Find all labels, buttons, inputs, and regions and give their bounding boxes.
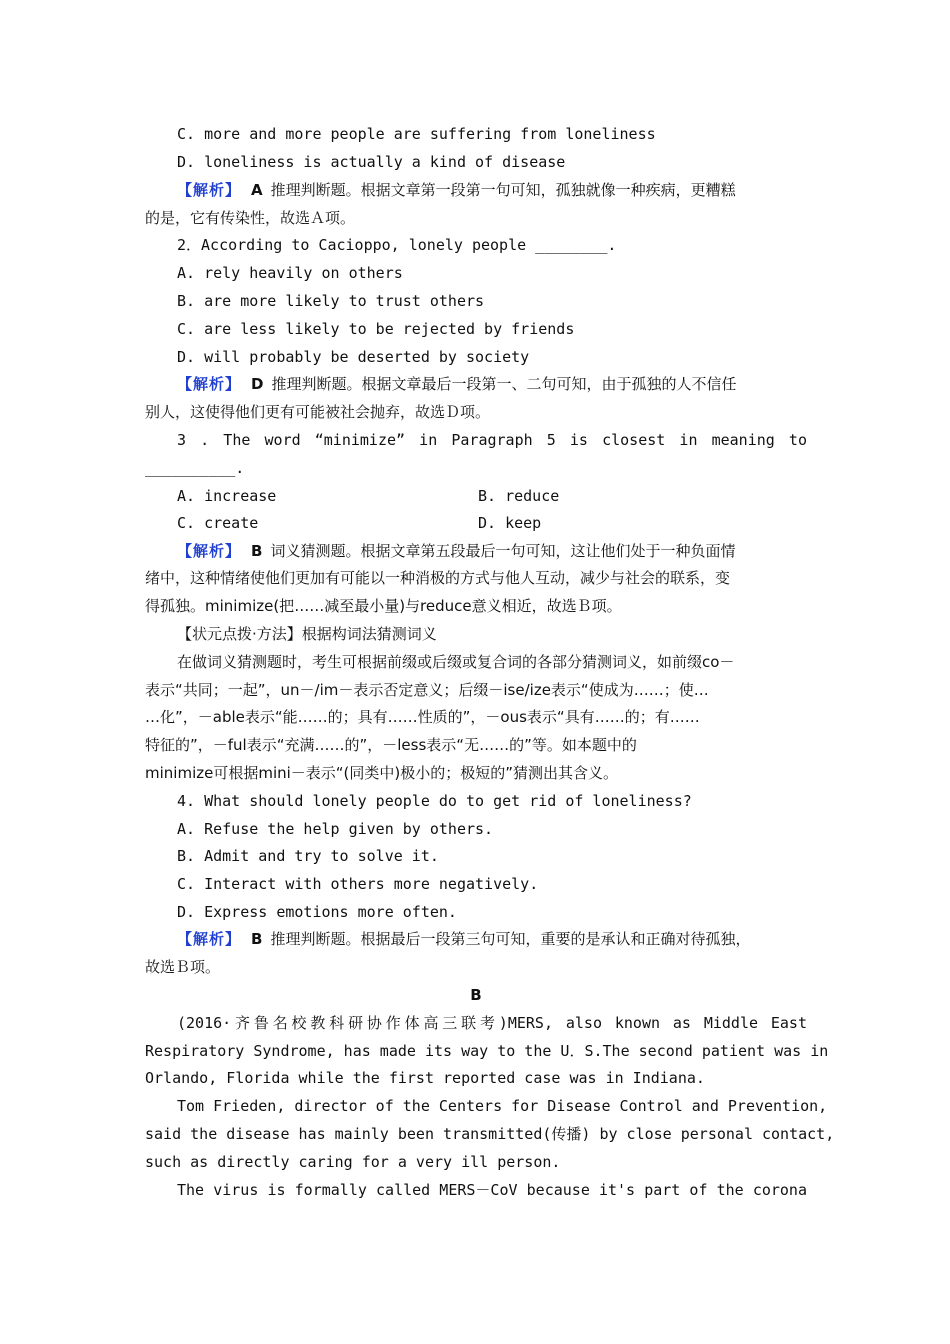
passage-text: (2016·齐鲁名校教科研协作体高三联考)MERS, also known as Middle East	[177, 1014, 807, 1032]
q4-option-d: D. Express emotions more often.	[177, 903, 457, 921]
q3-option-b: B. reduce	[478, 487, 560, 505]
q3-option-d: D. keep	[478, 514, 542, 532]
q4-analysis	[177, 929, 807, 949]
answer-letter: B	[251, 542, 263, 560]
analysis-text: 词义猜测题。根据文章第五段最后一句可知，这让他们处于一种负面情	[270, 542, 736, 560]
answer-letter: B	[251, 930, 263, 948]
passage-text: Orlando, Florida while the first reported case was in Indiana.	[145, 1069, 705, 1087]
analysis-label: 【解析】	[177, 375, 242, 393]
q3-option-a: A. increase	[177, 487, 277, 505]
analysis-label: 【解析】	[177, 542, 242, 560]
q2-option-c: C. are less likely to be rejected by friends	[177, 320, 575, 338]
section-heading: B	[470, 986, 482, 1004]
q2-stem: 2．According to Cacioppo, lonely people ________.	[177, 236, 617, 254]
q3-option-c: C. create	[177, 514, 259, 532]
q2-analysis-cont: 别人，这使得他们更有可能被社会抛弃，故选Ｄ项。	[145, 403, 491, 421]
q4-analysis-cont: 故选Ｂ项。	[145, 958, 221, 976]
q4-option-b: B. Admit and try to solve it.	[177, 847, 439, 865]
q1-option-d: D. loneliness is actually a kind of disease	[177, 153, 566, 171]
analysis-label: 【解析】	[177, 181, 242, 199]
q3-stem: 3 . The word “minimize” in Paragraph 5 is closest in meaning to	[177, 431, 807, 449]
q4-stem: 4. What should lonely people do to get rid of loneliness?	[177, 792, 692, 810]
analysis-text: 推理判断题。根据文章最后一段第一、二句可知，由于孤独的人不信任	[271, 375, 737, 393]
tip-text: minimize可根据mini－表示“(同类中)极小的；极短的”猜测出其含义。	[145, 764, 619, 782]
answer-letter: D	[251, 375, 264, 393]
q2-analysis	[177, 374, 807, 394]
q1-analysis-cont: 的是，它有传染性，故选Ａ项。	[145, 209, 356, 227]
tip-text: 特征的”，－ful表示“充满……的”，－less表示“无……的”等。如本题中的	[145, 736, 637, 754]
q2-option-d: D. will probably be deserted by society	[177, 348, 530, 366]
q3-analysis-cont2: 得孤独。minimize(把……减至最小量)与reduce意义相近，故选Ｂ项。	[145, 597, 622, 615]
q2-option-b: B. are more likely to trust others	[177, 292, 485, 310]
q3-stem-blank: __________.	[145, 459, 245, 477]
q1-analysis	[177, 180, 807, 200]
passage-text: such as directly caring for a very ill person.	[145, 1153, 561, 1171]
passage-text: Respiratory Syndrome, has made its way to the U．S.The second patient was in	[145, 1042, 829, 1060]
q4-option-a: A. Refuse the help given by others.	[177, 820, 494, 838]
passage-text: Tom Frieden, director of the Centers for Disease Control and Prevention,	[177, 1097, 828, 1115]
q3-analysis	[177, 541, 807, 561]
tip-text: 在做词义猜测题时，考生可根据前缀或后缀或复合词的各部分猜测词义，如前缀co－	[177, 653, 735, 671]
passage-text: The virus is formally called MERS－CoV because it's part of the corona	[177, 1181, 807, 1199]
tip-text: 表示“共同；一起”，un－/im－表示否定意义；后缀－ise/ize表示“使成为……；使…	[145, 681, 709, 699]
tip-heading: 【状元点拨·方法】根据构词法猜测词义	[177, 625, 437, 643]
q4-option-c: C. Interact with others more negatively.	[177, 875, 539, 893]
q2-option-a: A. rely heavily on others	[177, 264, 403, 282]
analysis-text: 推理判断题。根据文章第一段第一句可知，孤独就像一种疾病，更糟糕	[270, 181, 736, 199]
analysis-label: 【解析】	[177, 930, 242, 948]
q3-options-row2	[177, 513, 807, 533]
q3-analysis-cont1: 绪中，这种情绪使他们更加有可能以一种消极的方式与他人互动，减少与社会的联系，变	[145, 569, 731, 587]
analysis-text: 推理判断题。根据最后一段第三句可知，重要的是承认和正确对待孤独，	[270, 930, 751, 948]
q1-option-c: C. more and more people are suffering from loneliness	[177, 125, 656, 143]
passage-text: said the disease has mainly been transmitted(传播) by close personal contact,	[145, 1125, 835, 1143]
tip-text: …化”，－able表示“能……的；具有……性质的”，－ous表示“具有……的；有……	[145, 708, 700, 726]
q3-options-row1	[177, 486, 807, 506]
answer-letter: A	[251, 181, 263, 199]
